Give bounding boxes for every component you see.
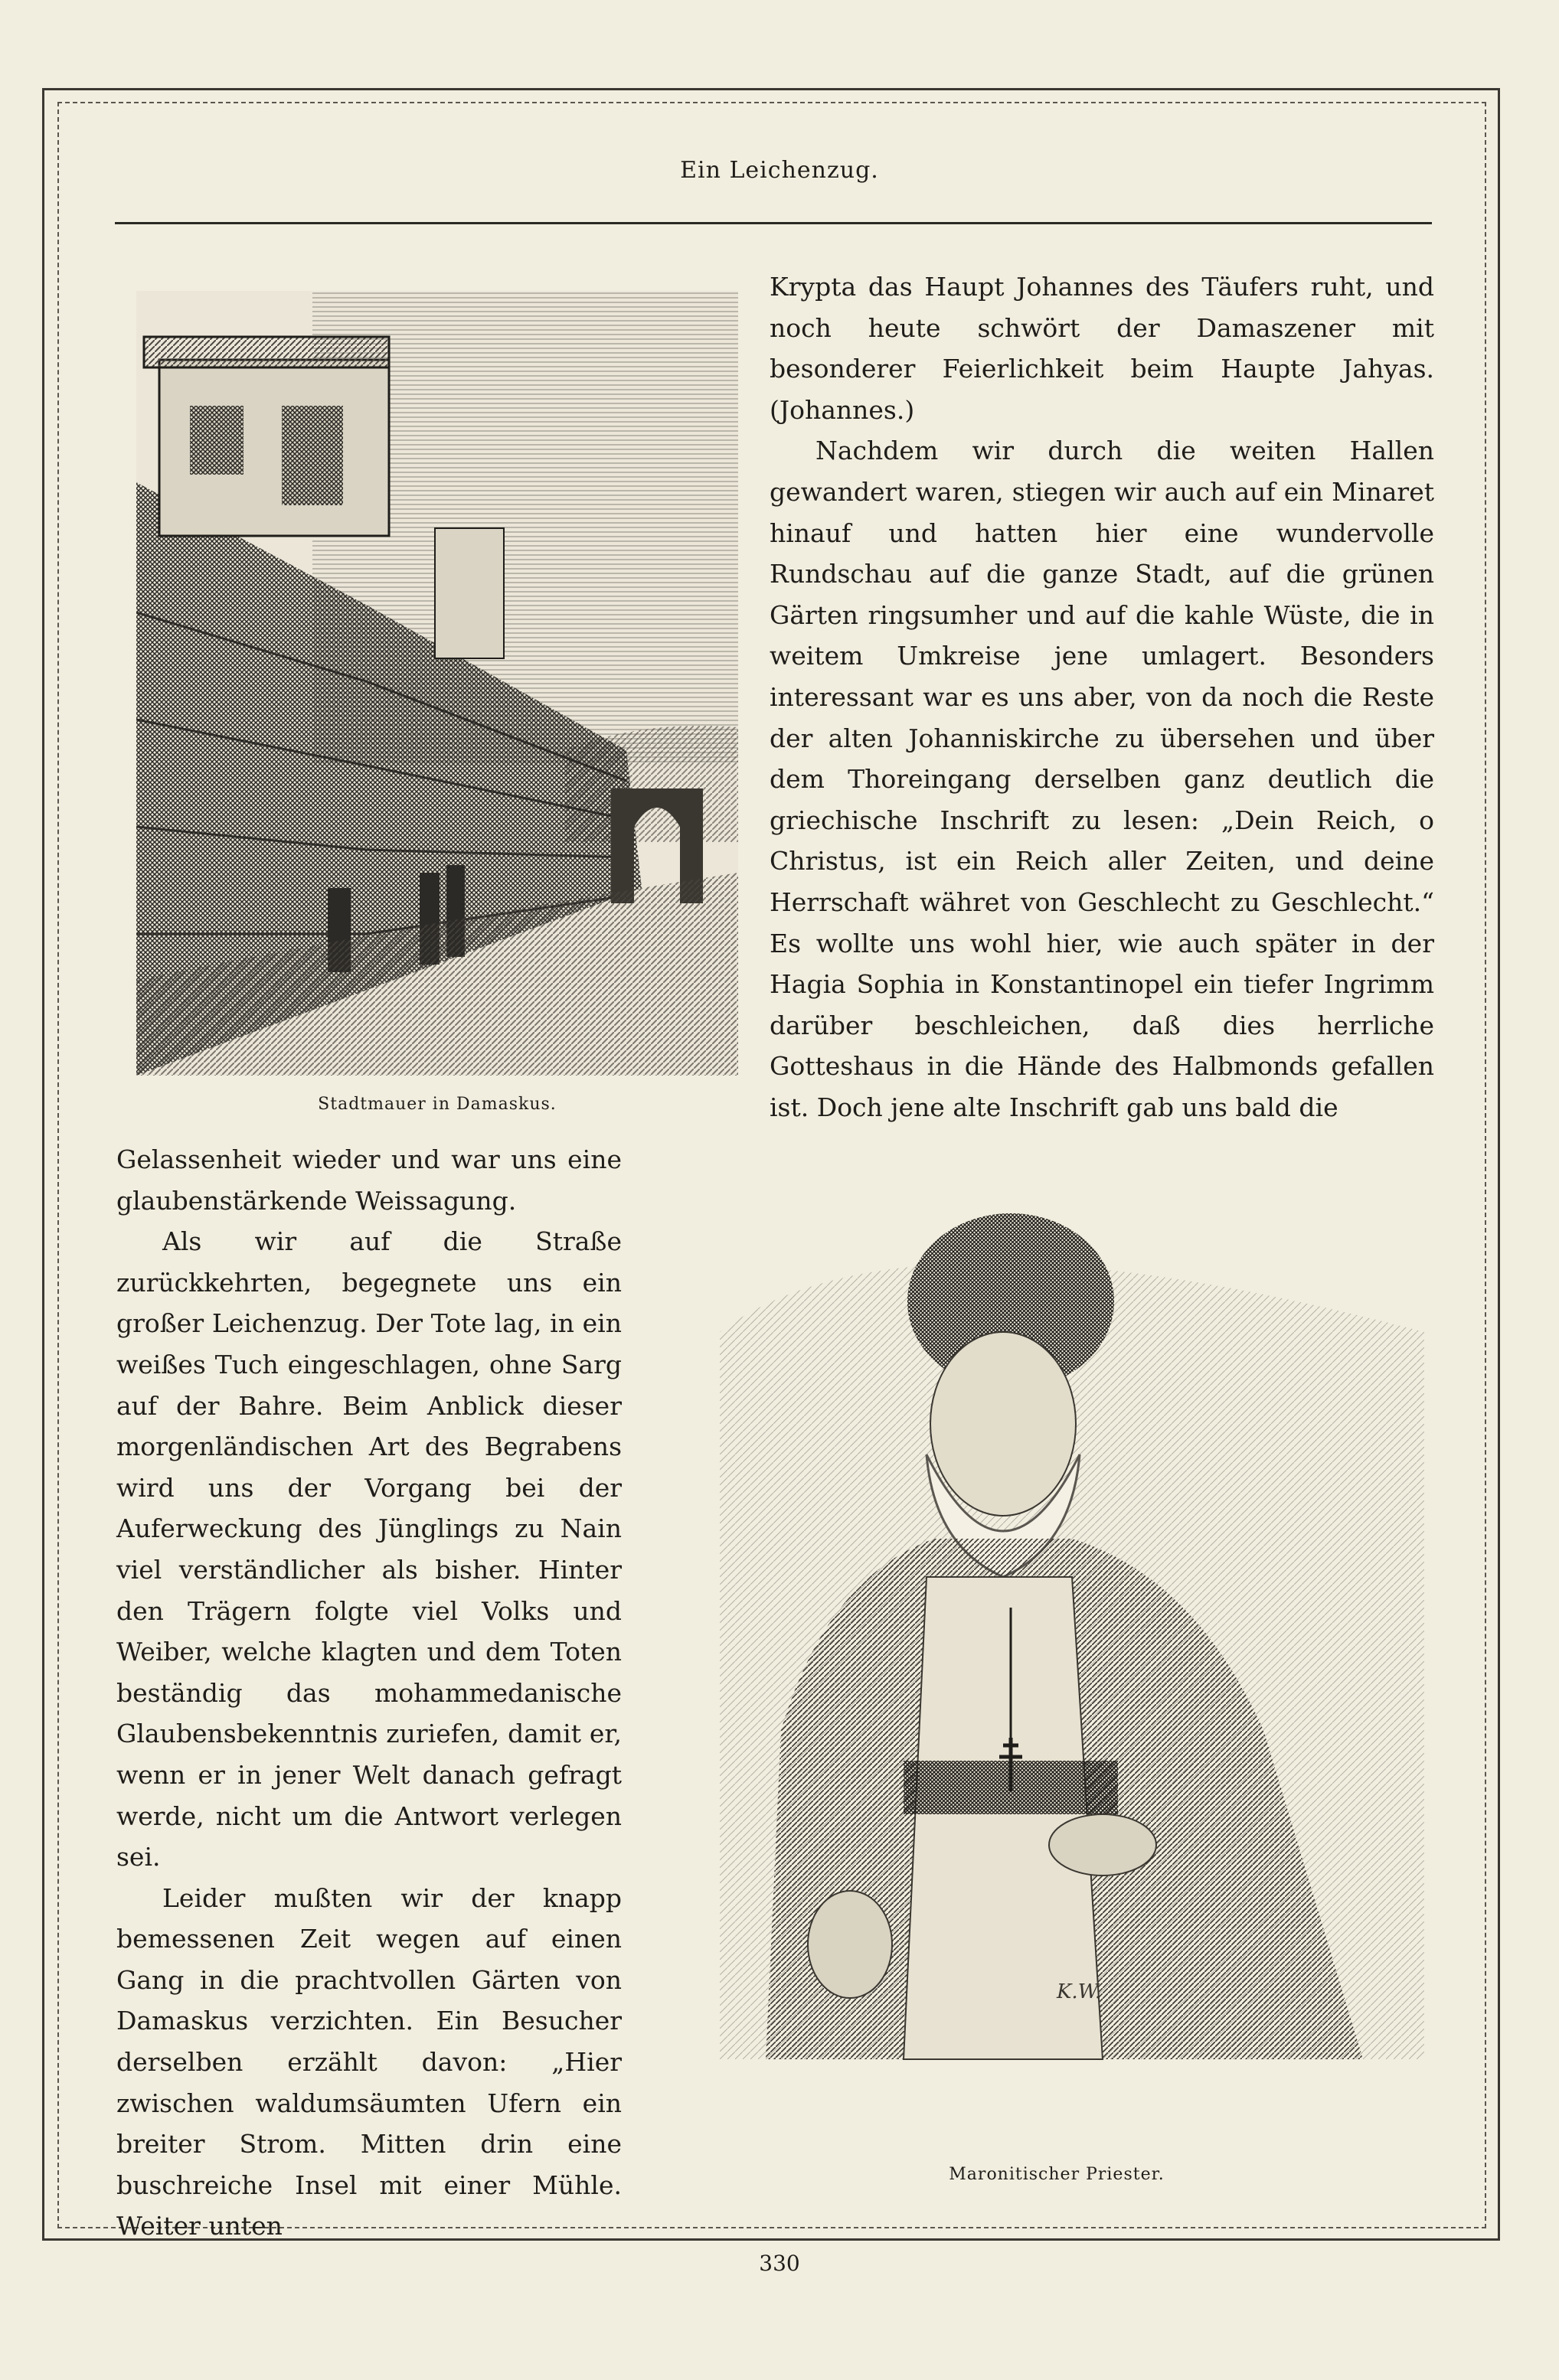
page-number: 330 bbox=[759, 2251, 800, 2276]
header-rule bbox=[115, 222, 1432, 224]
text-column-right bbox=[770, 266, 1434, 1128]
running-head: Ein Leichenzug. bbox=[680, 157, 879, 184]
paragraph: Leider mußten wir der knapp bemessenen Zeit wegen auf einen Gang in die prachtvollen Gärten von Damaskus verzichten. Ein Besucher derselben erzählt davon: „Hier zwischen waldumsäumten Ufern ein breiter Strom. Mitten drin eine buschreiche Insel mit einer Mühle. Weiter unten bbox=[116, 1882, 622, 2241]
city-wall-engraving-icon bbox=[136, 291, 738, 1076]
paragraph: Krypta das Haupt Johannes des Täufers ruht, und noch heute schwört der Damaszener mit besonderer Feierlichkeit beim Haupte Jahyas. (Johannes.) bbox=[770, 272, 1434, 425]
engraver-signature: K.W. bbox=[1057, 1980, 1102, 2003]
paragraph: Gelassenheit wieder und war uns eine glaubenstärkende Weissagung. bbox=[116, 1144, 622, 1216]
figure-caption-priest: Maronitischer Priester. bbox=[949, 2165, 1165, 2184]
paragraph: Nachdem wir durch die weiten Hallen gewandert waren, stiegen wir auch auf ein Minaret hinauf und hatten hier eine wundervolle Rundschau auf die ganze Stadt, auf die grünen Gärten ringsumher und auf die kahle Wüste, die in weitem Umkreise jene umlagert. Besonders interessant war es uns aber, von da noch die Reste der alten Johanniskirche zu übersehen und über dem Thoreingang derselben ganz deutlich die griechische Inschrift zu lesen: „Dein Reich, o Christus, ist ein Reich aller Zeiten, und deine Herrschaft währet von Geschlecht zu Geschlecht.“ Es wollte uns wohl hier, wie auch später in der Hagia Sophia in Konstantinopel ein tiefer Ingrimm darüber beschleichen, daß dies herrliche Gotteshaus in die Hände des Halbmonds gefallen ist. Doch jene alte Inschrift gab uns bald die bbox=[770, 436, 1434, 1122]
figure-caption-wall: Stadtmauer in Damaskus. bbox=[318, 1095, 557, 1114]
priest-portrait-engraving-icon bbox=[674, 1179, 1440, 2132]
paragraph: Als wir auf die Straße zurückkehrten, begegnete uns ein großer Leichenzug. Der Tote lag, in ein weißes Tuch eingeschlagen, ohne Sarg auf der Bahre. Beim Anblick dieser morgenländischen Art des Begrabens wird uns der Vorgang bei der Auferweckung des Jünglings zu Nain viel verständlicher als bisher. Hinter den Trägern folgte viel Volks und Weiber, welche klagten und dem Toten beständig das mohammedanische Glaubensbekenntnis zuriefen, damit er, wenn er in jener Welt danach gefragt werde, nicht um die Antwort verlegen sei. bbox=[116, 1226, 622, 1872]
text-column-left bbox=[116, 1139, 622, 2247]
